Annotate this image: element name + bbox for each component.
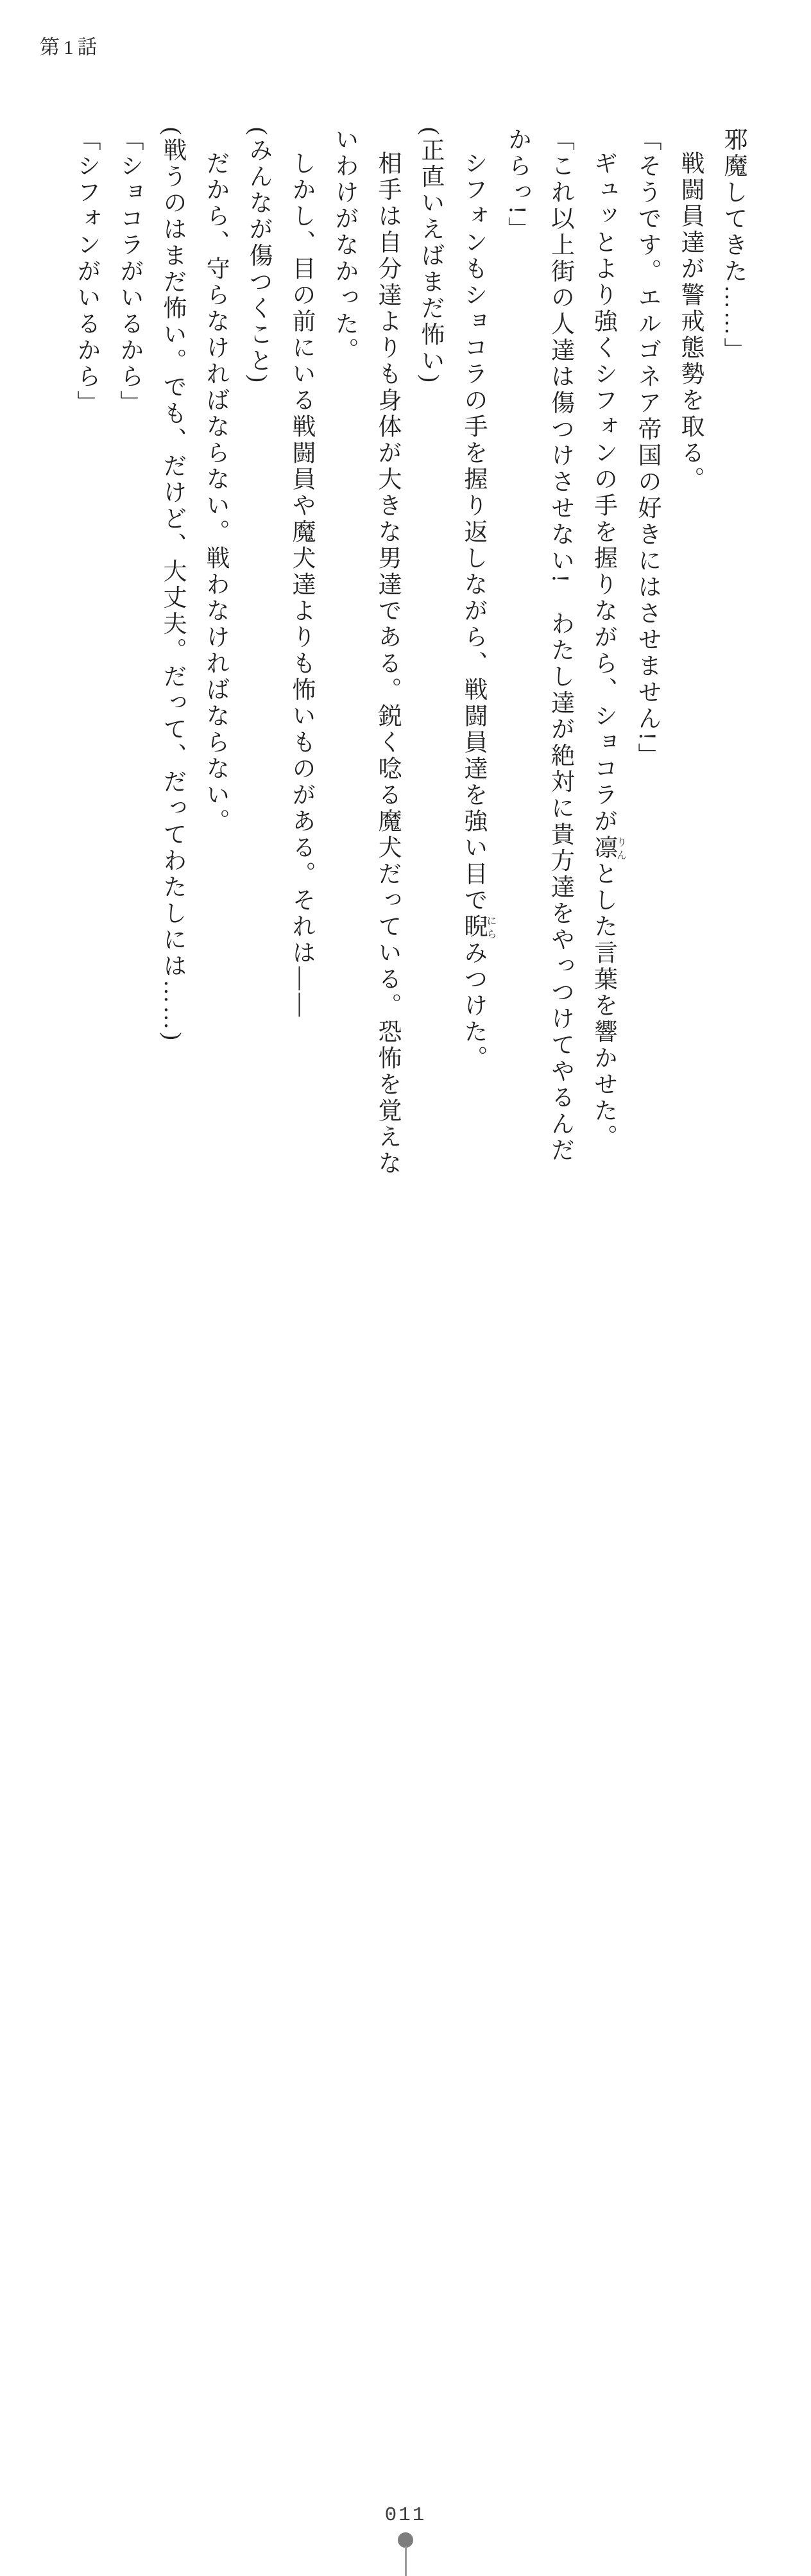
text-line: 戦闘員達が警戒態勢を取る。 xyxy=(677,151,703,493)
text-line: 邪魔してきた……」 xyxy=(720,127,746,364)
ruby-annotated-kanji: 睨にら xyxy=(460,914,496,940)
text-line: 「そうです。エルゴネア帝国の好きにはさせません!」 xyxy=(634,127,660,769)
page-footer xyxy=(0,1249,811,2527)
text-line: ギュッとより強くシフォンの手を握りながら、ショコラが凛りんとした言葉を響かせた。 xyxy=(590,151,626,1151)
text-line: 「これ以上街の人達は傷つけさせない! わたし達が絶対に貴方達をやっつけてやるんだからっ!」 xyxy=(504,127,574,1164)
text-line: シフォンもショコラの手を握り返しながら、戦闘員達を強い目で睨にらみつけた。 xyxy=(460,151,496,1072)
chapter-header: 第1話 xyxy=(40,36,101,58)
page-number: 011 xyxy=(384,2504,427,2527)
page-marker-dot-icon xyxy=(398,2532,413,2548)
page-marker-line xyxy=(405,2546,407,2576)
text-line: (正直いえばまだ怖い) xyxy=(417,127,443,385)
text-line: (みんなが傷つくこと) xyxy=(245,127,271,385)
ruby-annotated-kanji: 凛りん xyxy=(590,835,626,861)
text-line: 「シフォンがいるから」 xyxy=(73,127,99,416)
body-text xyxy=(65,127,755,1186)
text-line: 相手は自分達よりも身体が大きな男達である。鋭く唸る魔犬だっている。恐怖を覚えないわけがなかった。 xyxy=(331,127,400,1177)
text-line: 「ショコラがいるから」 xyxy=(116,127,142,416)
text-line: しかし、目の前にいる戦闘員や魔犬達よりも怖いものがある。それは―― xyxy=(288,151,314,1019)
text-line: (戦うのはまだ怖い。でも、だけど、大丈夫。だって、だってわたしには……) xyxy=(159,127,185,1043)
text-line: だから、守らなければならない。戦わなければならない。 xyxy=(202,151,228,835)
